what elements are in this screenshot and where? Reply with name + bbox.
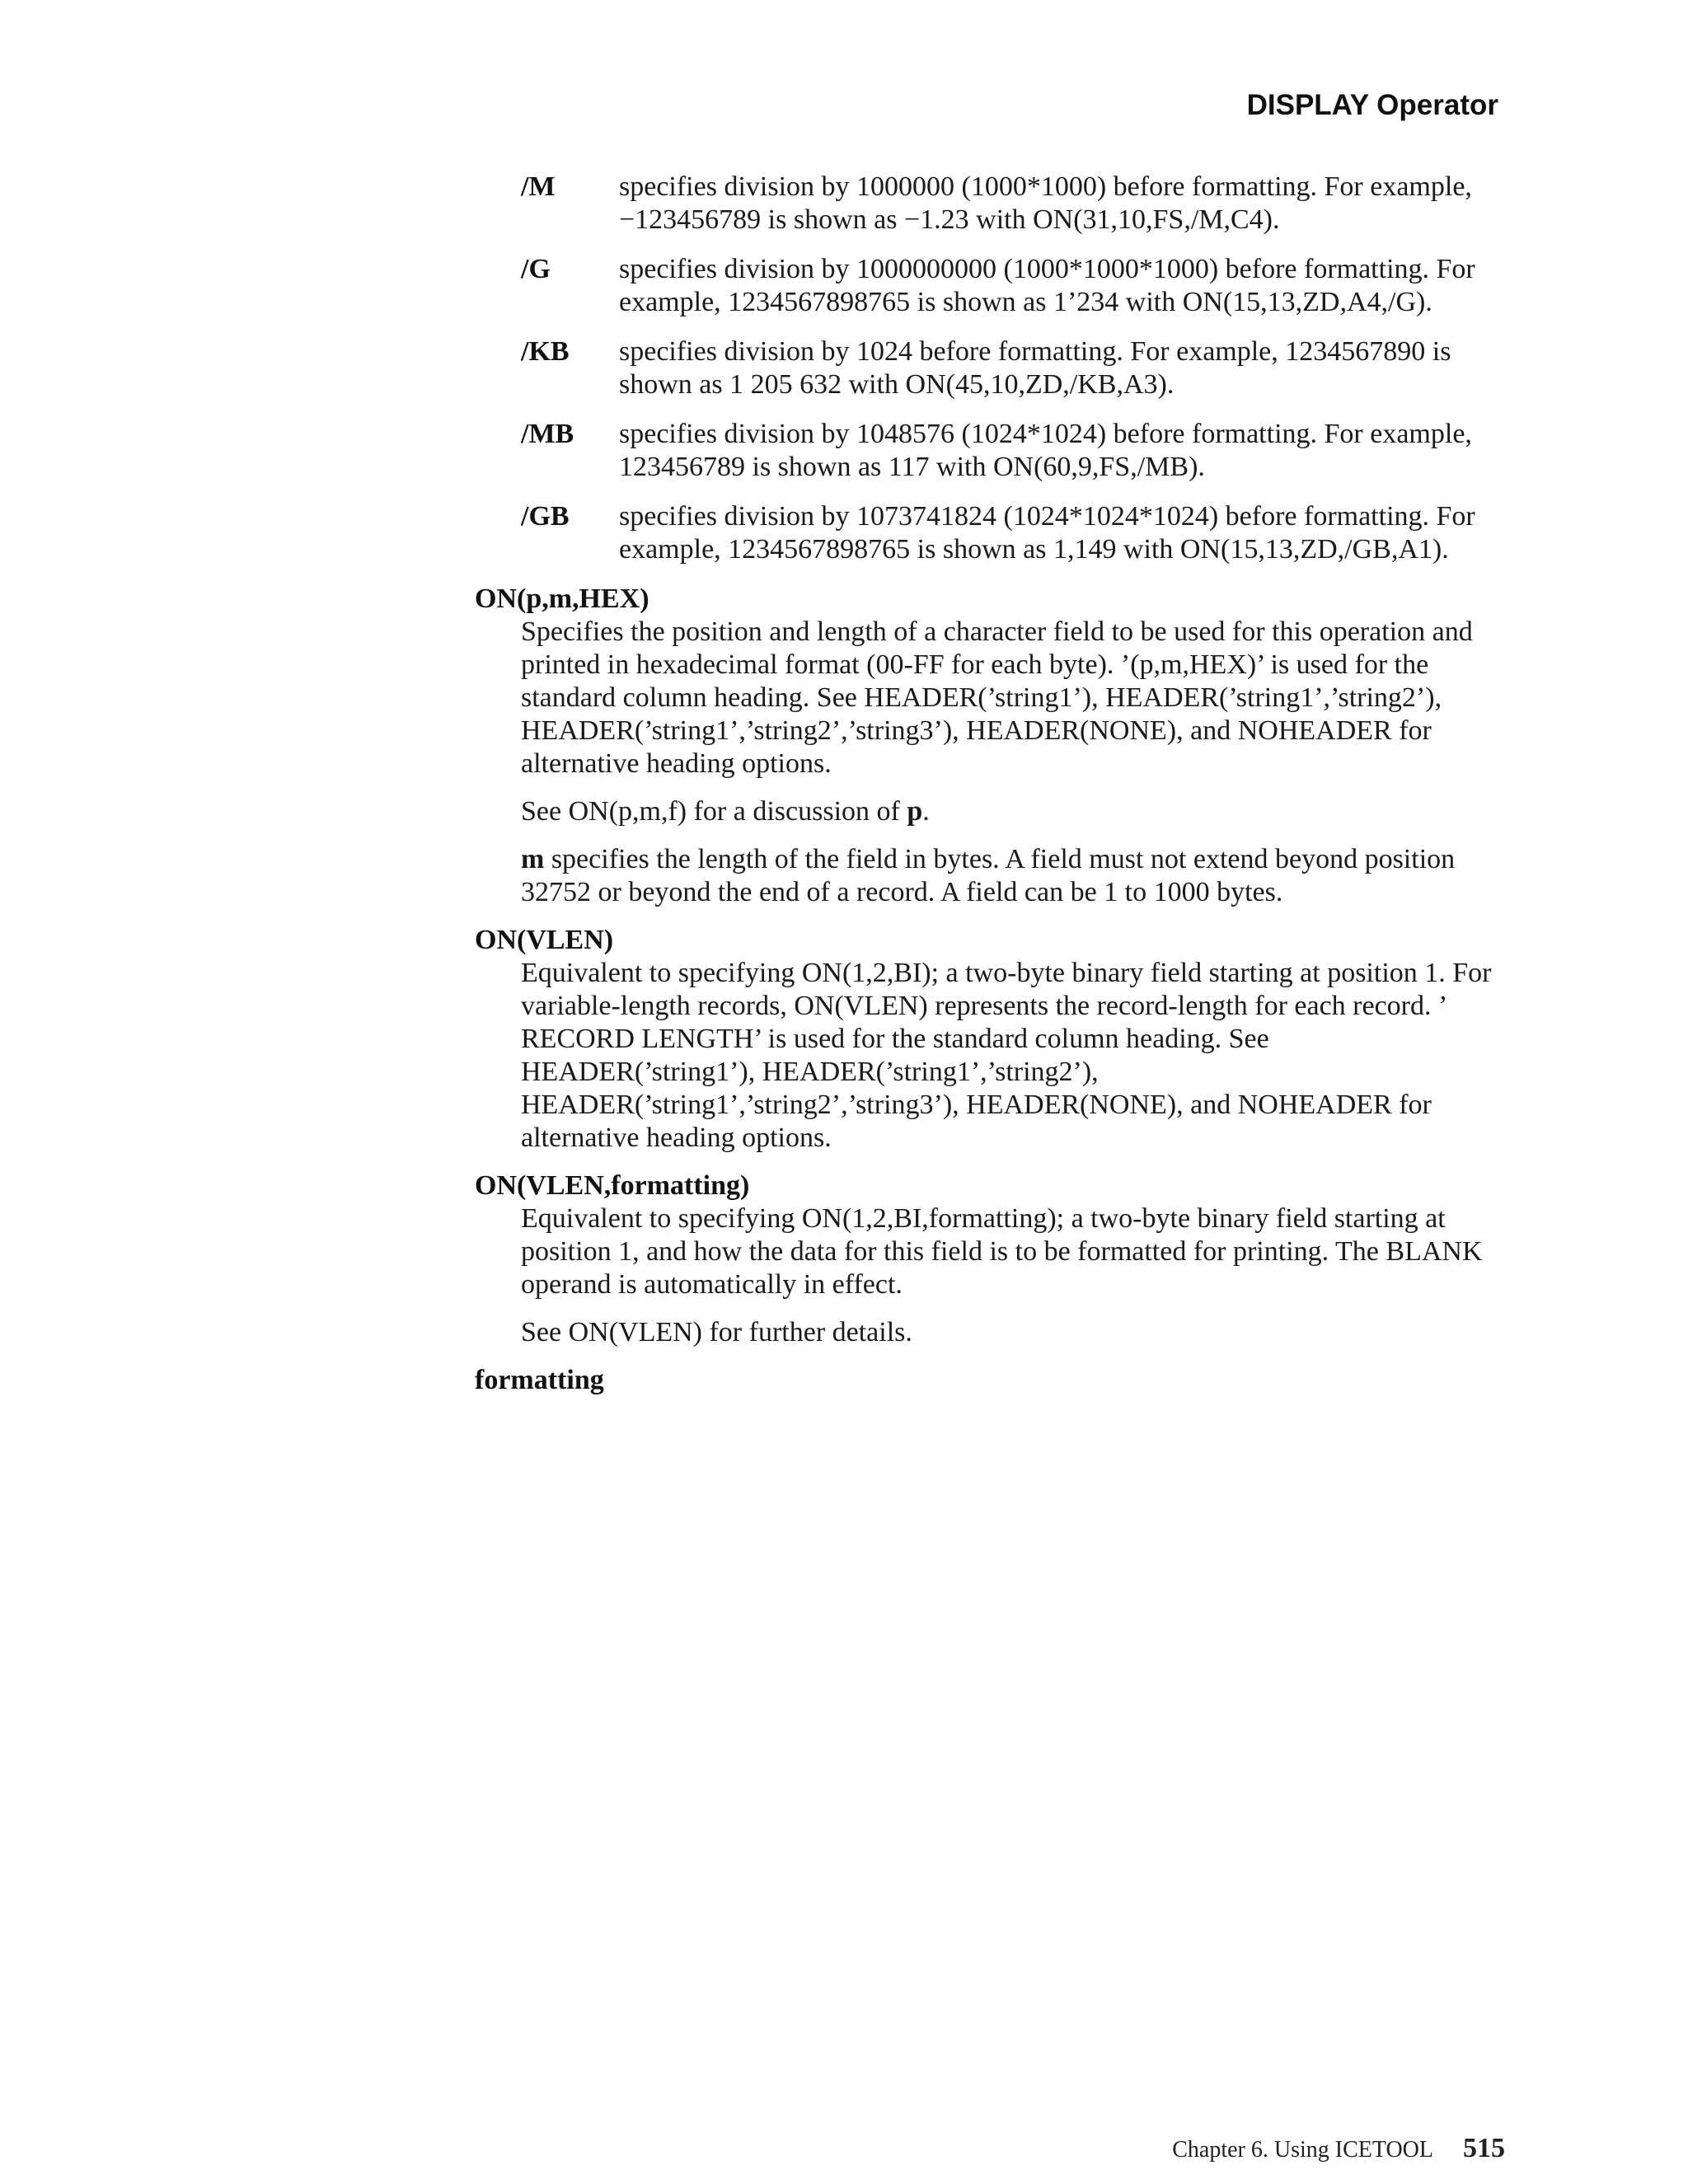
definition-on-vlen: Equivalent to specifying ON(1,2,BI); a two-byte binary field starting at position 1. For variable-length records, ON(VLEN) represents the record-length for each record. ’ RECORD LENGTH’ is used for the standard column heading. See HEADER(’string1’), HEADER(’string1’,’string2’), HEADER(’string1’,’string2’,’string3’), HEADER(NONE), and NOHEADER for alternative heading options.: [521, 958, 1492, 1153]
term-on-vlen-formatting: ON(VLEN,formatting): [475, 1170, 750, 1201]
option-mb: [475, 418, 1505, 484]
definition-on-vlen-formatting: Equivalent to specifying ON(1,2,BI,formatting); a two-byte binary field starting at position 1, and how the data for this field is to be formatted for printing. The BLANK operand is automatically in effect.: [521, 1203, 1483, 1300]
hex-see-bold: p: [907, 796, 923, 827]
term-on-hex: ON(p,m,HEX): [475, 583, 649, 614]
option-key: /MB: [521, 419, 574, 449]
option-key: /M: [521, 171, 556, 202]
option-m: [475, 171, 1505, 237]
option-kb: [475, 335, 1505, 401]
option-key: /GB: [521, 501, 570, 532]
option-description: specifies division by 1073741824 (1024*1024*1024) before formatting. For example, 1234567898765 is shown as 1,149 with ON(15,13,ZD,/GB,A1).: [619, 501, 1475, 565]
page-footer: [1172, 2134, 1505, 2165]
vlen-formatting-see-paragraph: See ON(VLEN) for further details.: [521, 1317, 912, 1347]
hex-see-paragraph: [521, 795, 1505, 828]
hex-m-bold: m: [521, 844, 545, 874]
running-head-title: DISPLAY Operator: [1246, 89, 1498, 121]
hex-m-text: specifies the length of the field in bytes. A field must not extend beyond position 32752 or beyond the end of a record. A field can be 1 to 1000 bytes.: [521, 844, 1456, 907]
hex-see-suffix: .: [922, 796, 930, 827]
option-g: [475, 253, 1505, 319]
definition-on-hex: Specifies the position and length of a character field to be used for this operation and printed in hexadecimal format (00-FF for each byte). ’(p,m,HEX)’ is used for the standard column heading. See HEADER(’string1’), HEADER(’string1’,’string2’), HEADER(’string1’,’string2’,’string3’), HEADER(NONE), and NOHEADER for alternative heading options.: [521, 616, 1473, 779]
option-description: specifies division by 1024 before formatting. For example, 1234567890 is shown as 1 205 632 with ON(45,10,ZD,/KB,A3).: [619, 336, 1451, 400]
option-description: specifies division by 1048576 (1024*1024) before formatting. For example, 123456789 is shown as 117 with ON(60,9,FS,/MB).: [619, 419, 1472, 482]
term-formatting: formatting: [475, 1365, 604, 1395]
hex-see-text: See ON(p,m,f) for a discussion of: [521, 796, 907, 827]
option-description: specifies division by 1000000000 (1000*1000*1000) before formatting. For example, 1234567898765 is shown as 1’234 with ON(15,13,ZD,A4,/G).: [619, 254, 1475, 317]
footer-chapter: Chapter 6. Using ICETOOL: [1172, 2137, 1433, 2163]
term-on-vlen: ON(VLEN): [475, 925, 614, 955]
option-key: /G: [521, 254, 551, 284]
page-number: 515: [1463, 2133, 1505, 2163]
option-key: /KB: [521, 336, 570, 367]
page-content: [475, 171, 1505, 1397]
hex-m-paragraph: [521, 843, 1505, 909]
option-gb: [475, 500, 1505, 566]
option-description: specifies division by 1000000 (1000*1000) before formatting. For example, −123456789 is shown as −1.23 with ON(31,10,FS,/M,C4).: [619, 171, 1472, 235]
